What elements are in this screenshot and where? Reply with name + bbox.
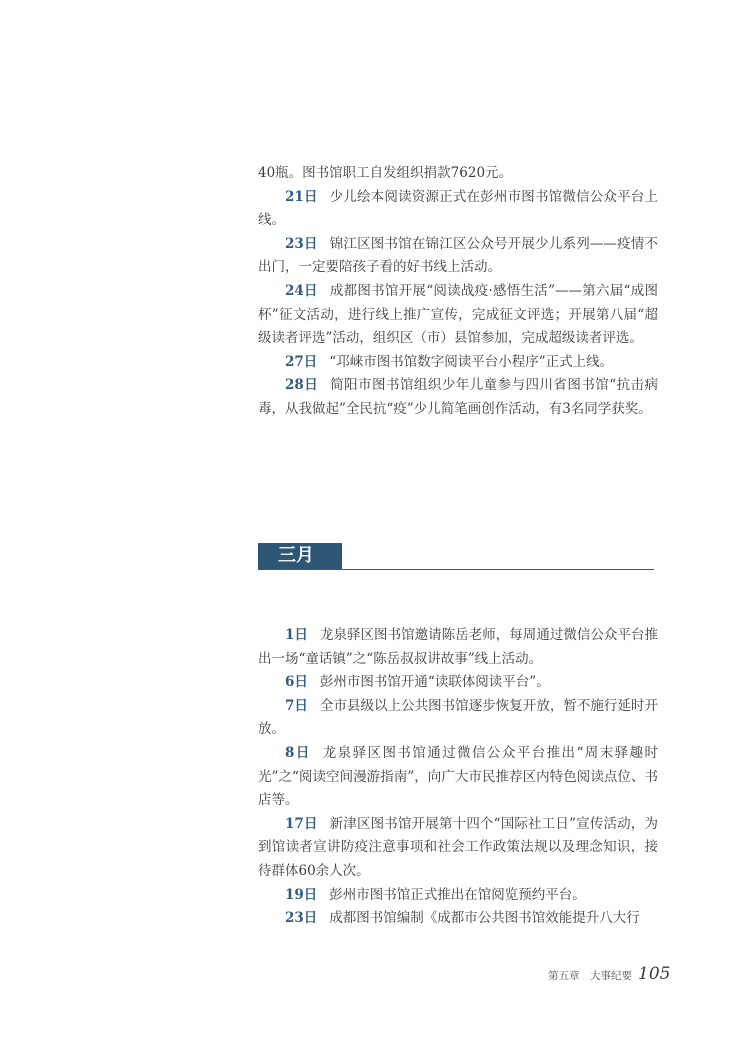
entry-text: 简阳市图书馆组织少年儿童参与四川省图书馆“抗击病毒，从我做起”全民抗“疫”少儿简笔画创作活动，有3名同学获奖。 <box>258 377 658 417</box>
entry-paragraph <box>258 742 658 813</box>
entry-paragraph <box>258 233 658 280</box>
entry-date: 7日 <box>285 697 308 714</box>
entry-paragraph <box>258 884 658 908</box>
entry-text: 龙泉驿区图书馆通过微信公众平台推出“周末驿趣时光”之“阅读空间漫游指南”，向广大市民推荐区内特色阅读点位、书店等。 <box>258 744 658 809</box>
entry-date: 24日 <box>285 282 318 299</box>
entry-paragraph <box>258 907 658 931</box>
entry-paragraph <box>258 186 658 233</box>
entry-text: 成都图书馆编制《成都市公共图书馆效能提升八大行 <box>329 910 640 927</box>
entry-paragraph <box>258 671 658 695</box>
chapter-label: 第五章 大事纪要 <box>548 970 632 982</box>
entry-date: 23日 <box>285 910 318 927</box>
entry-paragraph <box>258 695 658 742</box>
entry-date: 23日 <box>285 235 318 252</box>
entry-text: “邛崃市图书馆数字阅读平台小程序”正式上线。 <box>329 353 614 370</box>
february-entries <box>258 162 658 422</box>
entry-paragraph <box>258 374 658 421</box>
carryover-paragraph: 40瓶。图书馆职工自发组织捐款7620元。 <box>258 165 513 181</box>
entry-date: 17日 <box>285 815 318 832</box>
entry-text: 彭州市图书馆开通“读联体阅读平台”。 <box>319 674 550 691</box>
entry-date: 21日 <box>285 188 318 205</box>
entry-date: 19日 <box>285 886 318 903</box>
entry-text: 成都图书馆开展“阅读战疫·感悟生活”——第六届“成图杯”征文活动，进行线上推广宣传，完成征文评选；开展第八届“超级读者评选”活动，组织区（市）县馆参加，完成超级读者评选。 <box>258 282 658 347</box>
entry-text: 少儿绘本阅读资源正式在彭州市图书馆微信公众平台上线。 <box>258 188 658 229</box>
entry-date: 6日 <box>285 674 308 691</box>
section-title: 三月 <box>258 543 342 569</box>
entry-date: 8日 <box>285 744 311 761</box>
entry-text: 龙泉驿区图书馆邀请陈岳老师，每周通过微信公众平台推出一场“童话镇”之“陈岳叔叔讲故事”线上活动。 <box>258 627 659 667</box>
entry-date: 27日 <box>285 353 318 370</box>
entry-paragraph <box>258 624 658 671</box>
page-footer <box>548 964 671 984</box>
page-number: 105 <box>638 964 671 984</box>
section-heading-march <box>258 543 654 570</box>
entry-date: 1日 <box>285 627 308 643</box>
entry-text: 锦江区图书馆在锦江区公众号开展少儿系列——疫情不出门，一定要陪孩子看的好书线上活动。 <box>258 235 658 276</box>
entry-paragraph <box>258 351 658 375</box>
entry-date: 28日 <box>285 377 319 394</box>
entry-paragraph <box>258 280 658 351</box>
march-entries <box>258 624 658 931</box>
entry-text: 新津区图书馆开展第十四个“国际社工日”宣传活动，为到馆读者宣讲防疫注意事项和社会工作政策法规以及理念知识，接待群体60余人次。 <box>258 815 658 879</box>
entry-text: 彭州市图书馆正式推出在馆阅览预约平台。 <box>329 886 586 903</box>
entry-text: 全市县级以上公共图书馆逐步恢复开放，暂不施行延时开放。 <box>258 697 659 738</box>
entry-paragraph <box>258 813 658 884</box>
